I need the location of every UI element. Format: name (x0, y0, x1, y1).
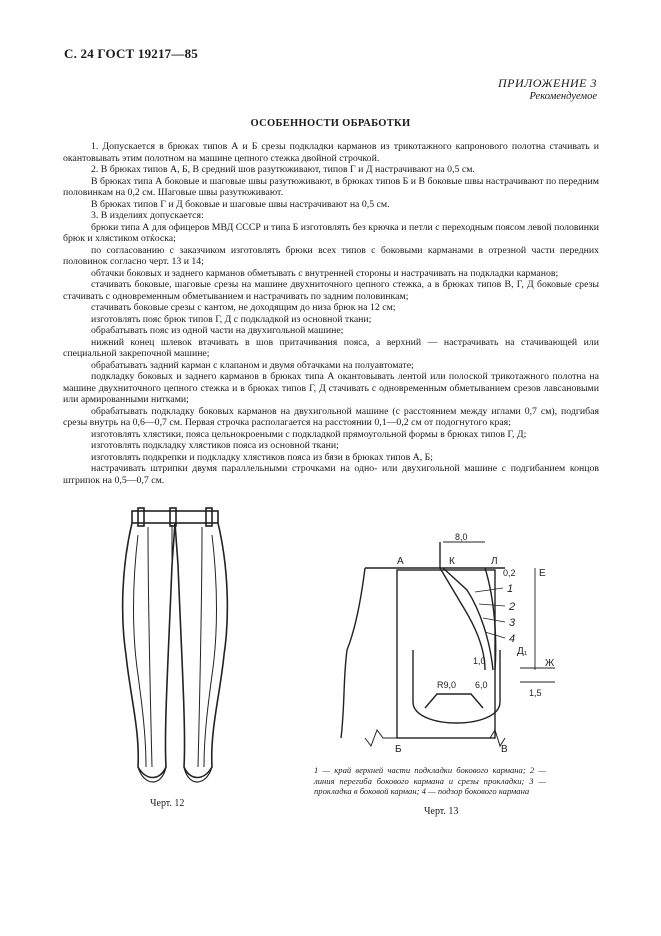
label-V: В (501, 744, 508, 755)
body-text (63, 141, 599, 486)
paragraph: 1. Допускается в брюках типов А и Б срезы подкладки карманов из трикотажного капронового полотна стачивать и окантовывать этим полотном на машине цепного стежка двойной строчкой. (63, 141, 599, 164)
figure-12-caption: Черт. 12 (150, 798, 185, 809)
paragraph: В брюках типов Г и Д боковые и шаговые швы настрачивают на 0,5 см. (91, 198, 390, 210)
label-2: 2 (509, 601, 516, 613)
paragraph: обрабатывать задний карман с клапаном и двумя обтачками на полуавтомате; (91, 359, 414, 371)
paragraph: обрабатывать пояс из одной части на двухигольной машине; (91, 325, 344, 336)
document-header: С. 24 ГОСТ 19217—85 (64, 46, 198, 61)
label-ZH: Ж (545, 658, 555, 669)
label-A: А (397, 556, 404, 567)
dim-1-0: 1,0 (473, 656, 486, 666)
section-title: ОСОБЕННОСТИ ОБРАБОТКИ (250, 118, 411, 129)
label-1: 1 (507, 583, 514, 595)
paragraph: настрачивать штрипки двумя параллельными строчками на одно- или двухигольной машине с подгибанием концов штрипок на 0,5—0,7 см. (63, 463, 599, 486)
label-E: Е (539, 568, 546, 579)
label-L: Л (491, 556, 498, 567)
paragraph: брюки типа А для офицеров МВД СССР и типа Б изготовлять без крючка и петли с переходным поясом левой половинки брюк и хлястиком отќоска; (63, 221, 599, 244)
figure-13 (325, 530, 560, 765)
paragraph: стачивать боковые, шаговые срезы на машине двухниточного цепного стежка, а в брюках типов В, Г, Д боковые срезы стачивать с одновременным обметыванием и настрачивать по задним половинкам; (63, 279, 599, 302)
figure-12 (120, 505, 230, 800)
label-3: 3 (509, 617, 516, 629)
paragraph: В брюках типа А боковые и шаговые швы разутюживают, в брюках типов Б и В боковые швы настрачивают по передним половинкам на 0,2 см. Шаговые швы разутюживают. (63, 175, 599, 198)
label-4: 4 (509, 633, 516, 645)
paragraph: подкладку боковых и заднего карманов в брюках типа А окантовывать лентой или полоской трикотажного полотна на машине двухниточного цепного стежка и в брюках типов Г, Д стачивать с одновременным обметыванием срезов лавсановыми или армированными нитками; (63, 371, 599, 405)
paragraph: по согласованию с заказчиком изготовлять брюки всех типов с боковыми карманами в отрезной части передних половинок согласно черт. 13 и 14; (63, 244, 599, 267)
paragraph: изготовлять подкладку хлястиков пояса из основной ткани; (91, 440, 339, 451)
dim-1-5: 1,5 (529, 688, 542, 698)
label-D1: Д₁ (517, 646, 528, 657)
paragraph: нижний конец шлевок втачивать в шов притачивания пояса, а верхний — настрачивать на стачивающей или специальной закрепочной машине; (63, 336, 599, 359)
figure-13-caption: Черт. 13 (424, 806, 459, 817)
dim-r9-0: R9,0 (437, 680, 457, 690)
paragraph: обтачки боковых и заднего карманов обметывать с внутренней стороны и настрачивать на подкладки карманов; (91, 267, 559, 279)
dim-0-2: 0,2 (503, 568, 516, 578)
appendix-block (498, 76, 597, 102)
paragraph: обрабатывать подкладку боковых карманов на двухигольной машине (с расстоянием между иглами 0,7 см), подгибая срезы внутрь на 0,6—0,7 см. Первая строчка располагается на расстоянии 0,1—0,2 см от подогнутого края; (63, 405, 599, 428)
trousers-drawing (120, 505, 230, 795)
dim-8-0: 8,0 (455, 532, 468, 542)
label-B: Б (395, 744, 402, 755)
appendix-label: ПРИЛОЖЕНИЕ 3 (498, 76, 597, 90)
paragraph: 2. В брюках типов А, Б, В средний шов разутюживают, типов Г и Д настрачивают на 0,5 см. (91, 164, 475, 175)
paragraph: стачивать боковые срезы с кантом, не доходящим до низа брюк на 12 см; (91, 302, 396, 313)
paragraph: изготовлять пояс брюк типов Г, Д с подкладкой из основной ткани; (91, 313, 372, 325)
paragraph: изготовлять подкрепки и подкладку хлястиков пояса из бязи в брюках типов А, Б; (91, 451, 433, 463)
appendix-status: Рекомендуемое (529, 91, 597, 102)
dim-6-0: 6,0 (475, 680, 488, 690)
paragraph: изготовлять хлястики, пояса цельнокроеными с подкладкой прямоугольной формы в брюках типов Г, Д; (91, 428, 527, 440)
label-K: К (449, 556, 455, 567)
paragraph: 3. В изделиях допускается: (91, 210, 204, 221)
pocket-drawing (325, 530, 560, 760)
figure-13-legend: 1 — край верхней части подкладки бокового кармана; 2 — линия перегиба бокового кармана и срезы прокладки; 3 — прокладка в боковой карман; 4 — подзор бокового кармана (314, 765, 546, 796)
